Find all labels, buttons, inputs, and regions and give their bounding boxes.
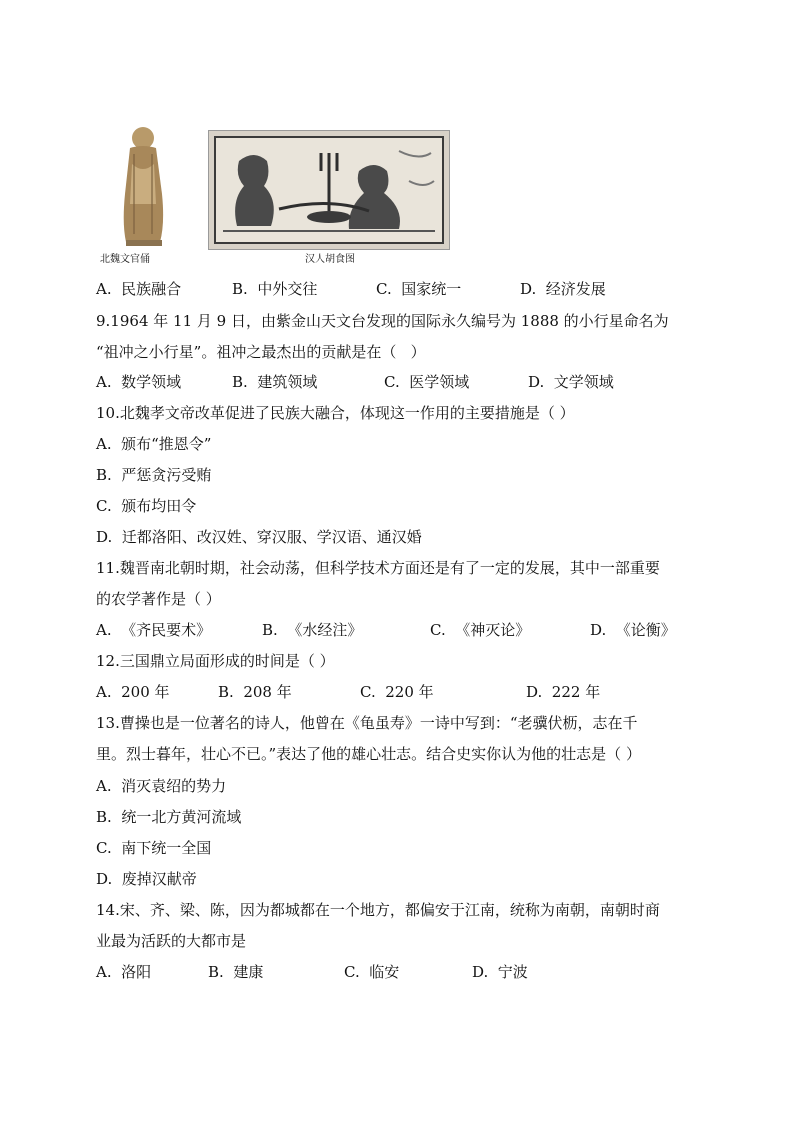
option-a: A. 200 年 [96,683,170,701]
question-13-option-b: B. 统一北方黄河流域 [96,808,242,826]
han-people-eating-hu-food-image [208,130,450,250]
question-10-option-b: B. 严惩贪污受贿 [96,466,212,484]
question-10-option-c: C. 颁布均田令 [96,497,197,515]
question-11-text-line-2: 的农学著作是（ ） [96,590,221,608]
question-8-figures [100,122,460,267]
question-13-text-line-1: 13.曹操也是一位著名的诗人，他曾在《龟虽寿》一诗中写到：“老骥伏枥，志在千 [96,714,638,732]
question-13-option-c: C. 南下统一全国 [96,839,212,857]
option-b: B. 《水经注》 [262,621,363,639]
question-11-options [96,620,716,640]
option-c: C. 临安 [344,963,400,981]
option-a: A. 《齐民要术》 [96,621,212,639]
option-d: D. 经济发展 [520,280,606,298]
option-c: C. 医学领域 [384,373,470,391]
option-b: B. 208 年 [218,683,292,701]
question-10-option-d: D. 迁都洛阳、改汉姓、穿汉服、学汉语、通汉婚 [96,528,422,546]
question-11-text-line-1: 11.魏晋南北朝时期，社会动荡，但科学技术方面还是有了一定的发展，其中一部重要 [96,559,660,577]
option-d: D. 《论衡》 [590,621,676,639]
question-13-option-a: A. 消灭袁绍的势力 [96,777,227,795]
question-12-text: 12.三国鼎立局面形成的时间是（ ） [96,652,335,670]
question-14-text-line-2: 业最为活跃的大都市是 [96,932,247,950]
option-a: A. 洛阳 [96,963,152,981]
question-13-option-d: D. 废掉汉献帝 [96,870,197,888]
option-d: D. 文学领域 [528,373,614,391]
question-14-options [96,962,716,982]
question-9-options [96,372,716,392]
question-8-options [96,279,716,299]
question-10-option-a: A. 颁布“推恩令” [96,435,212,453]
option-b: B. 建筑领域 [232,373,318,391]
northern-wei-official-figurine-image [110,124,180,249]
option-b: B. 中外交往 [232,280,318,298]
question-13-text-line-2: 里。烈士暮年，壮心不已。”表达了他的雄心壮志。结合史实你认为他的壮志是（ ） [96,745,641,763]
question-12-options [96,682,716,702]
option-a: A. 数学领域 [96,373,182,391]
option-c: C. 220 年 [360,683,434,701]
option-d: D. 222 年 [526,683,601,701]
question-14-text-line-1: 14.宋、齐、梁、陈，因为都城都在一个地方，都偏安于江南，统称为南朝，南朝时商 [96,901,660,919]
option-d: D. 宁波 [472,963,528,981]
right-figure-caption: 汉人胡食图 [305,254,355,265]
option-c: C. 国家统一 [376,280,462,298]
left-figure-caption: 北魏文官俑 [100,254,150,265]
option-a: A. 民族融合 [96,280,182,298]
question-9-text-line-1: 9.1964 年 11 月 9 日，由紫金山天文台发现的国际永久编号为 1888 的小行星命名为 [96,312,669,330]
option-c: C. 《神灭论》 [430,621,531,639]
option-b: B. 建康 [208,963,264,981]
question-10-text: 10.北魏孝文帝改革促进了民族大融合，体现这一作用的主要措施是（ ） [96,404,575,422]
question-9-text-line-2: “祖冲之小行星”。祖冲之最杰出的贡献是在（ ） [96,343,426,361]
